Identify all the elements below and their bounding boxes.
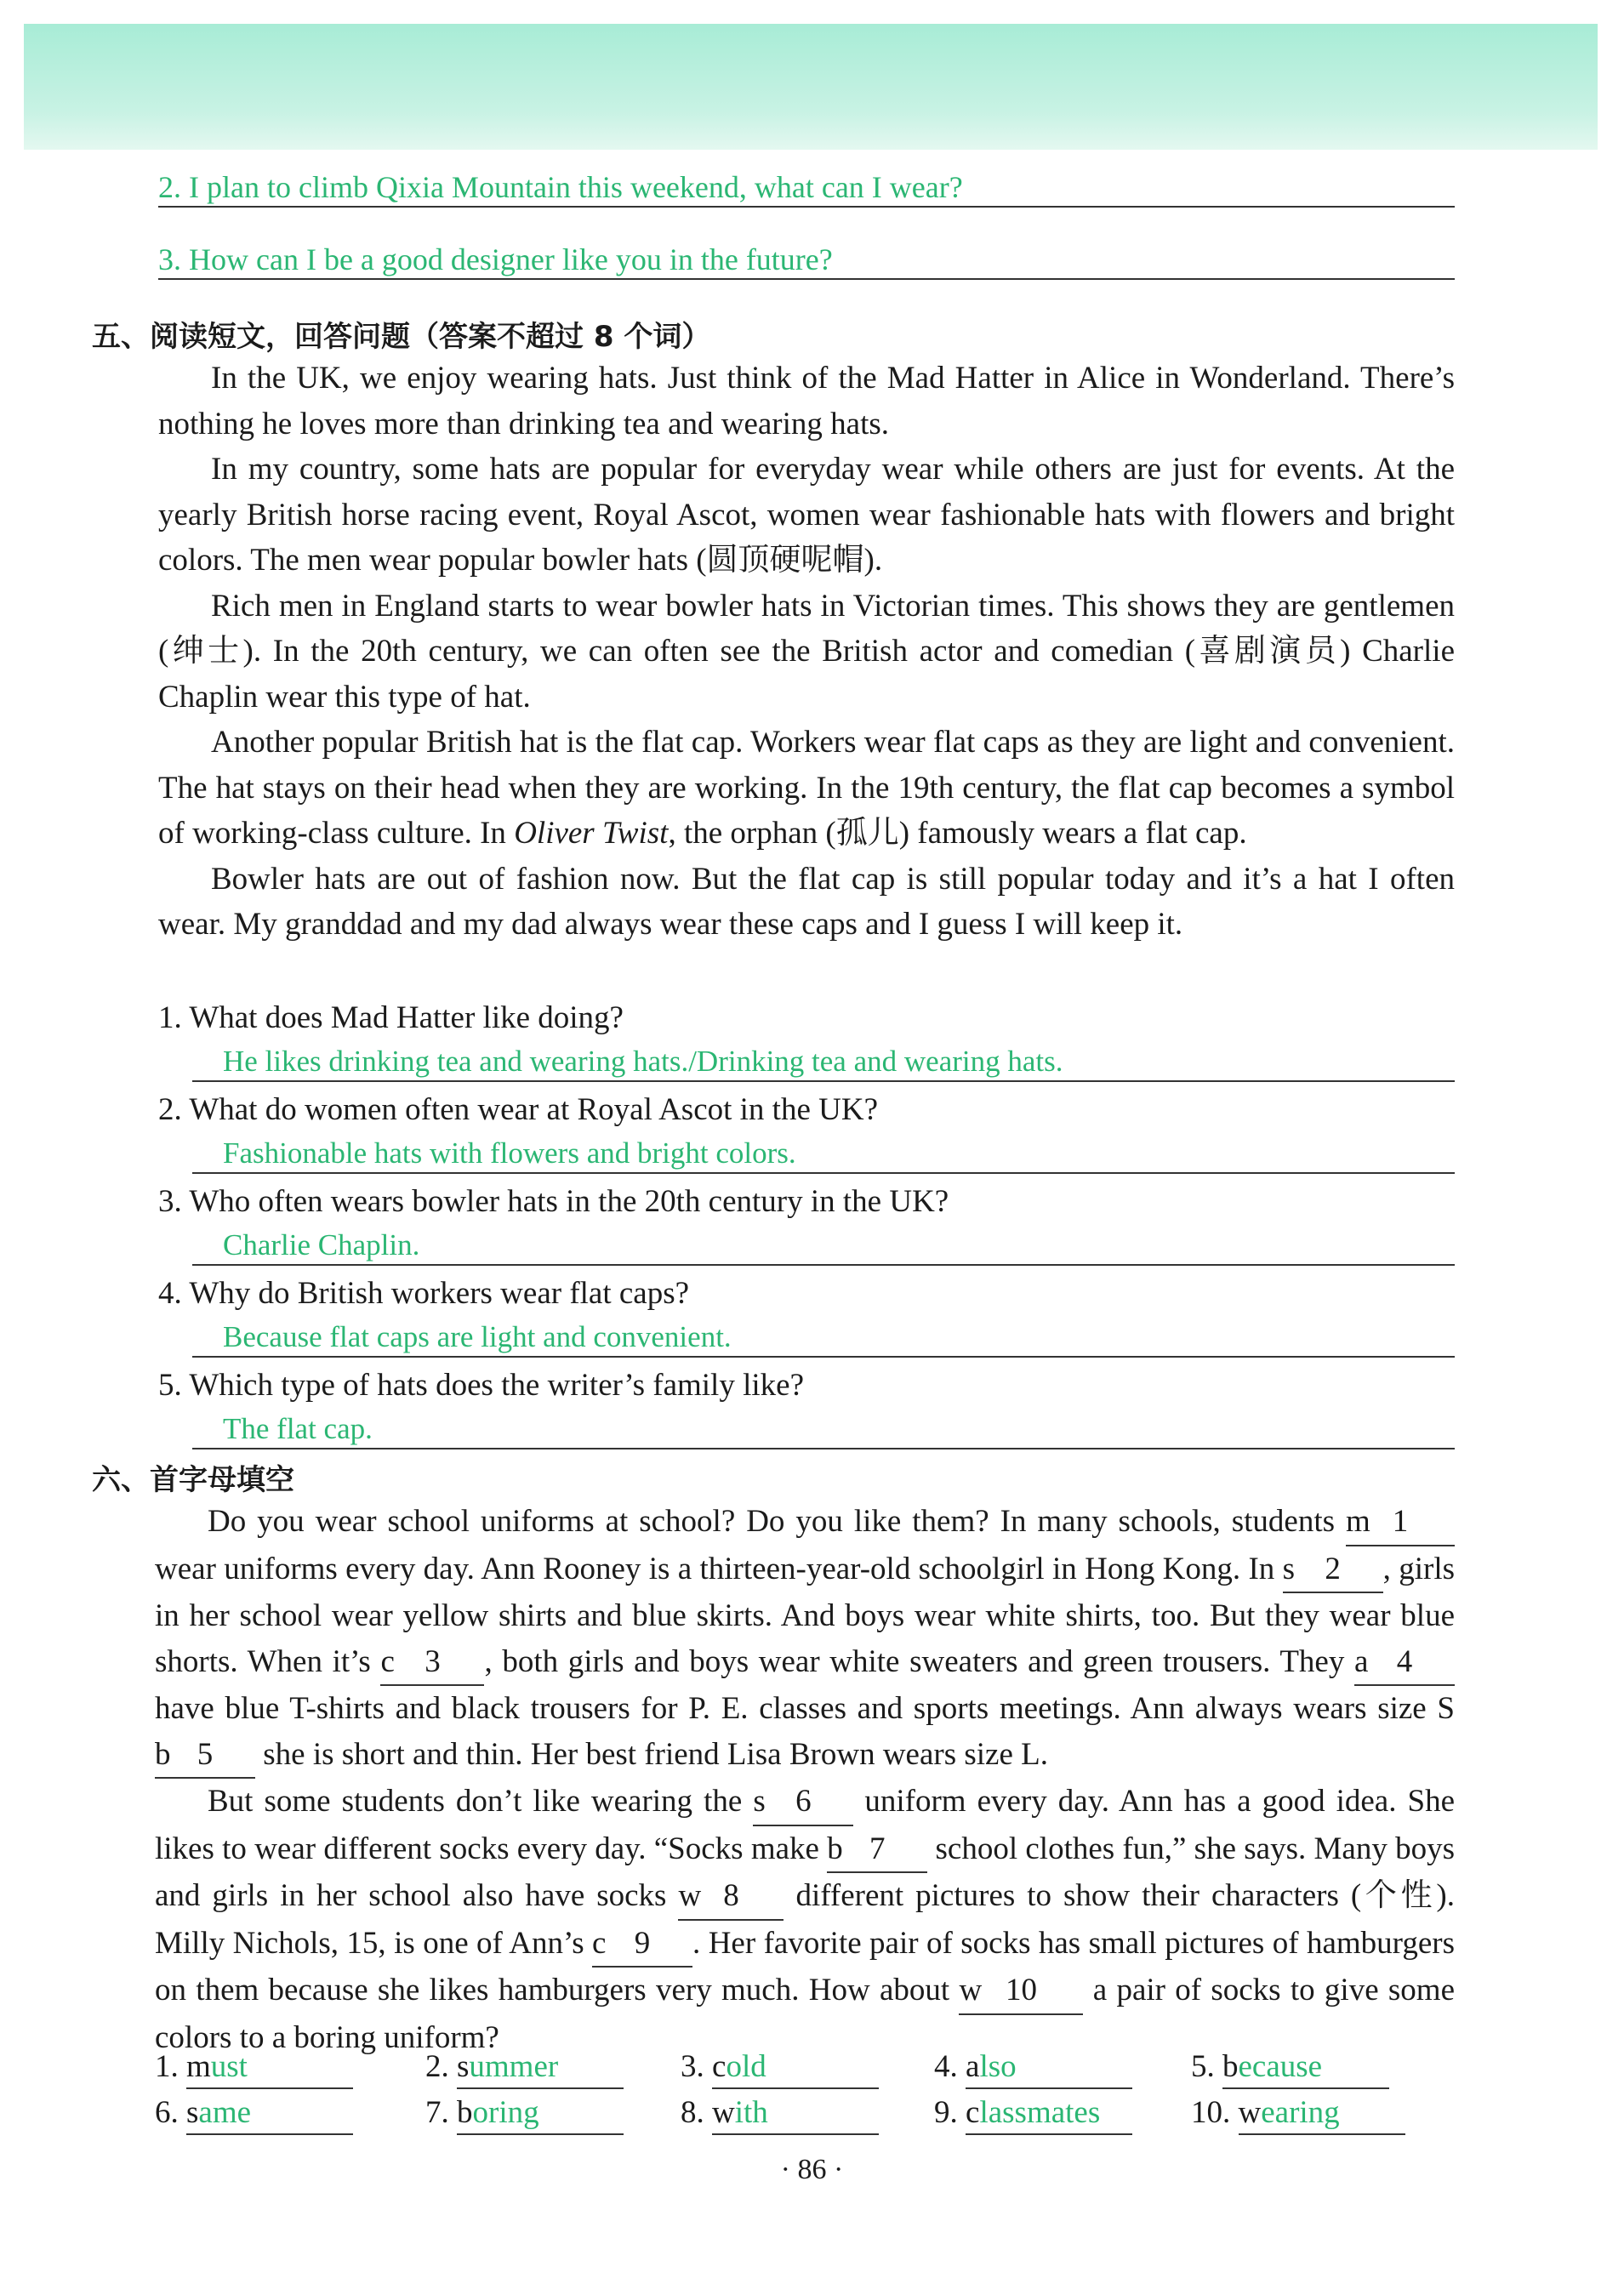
cloze-blank[interactable] xyxy=(959,1968,1083,2015)
answer-number: 10. xyxy=(1191,2095,1239,2130)
question: 3. Who often wears bowler hats in the 20th century in the UK? xyxy=(158,1184,949,1219)
answer-blank[interactable] xyxy=(966,2047,1132,2089)
cloze-text: a pair of socks to give some colors to a boring uniform? xyxy=(155,1973,1456,2055)
passage-text: , the orphan (孤儿) famously wears a flat cap. xyxy=(668,816,1247,851)
answer-rest: lso xyxy=(979,2049,1017,2084)
blank-letter: a xyxy=(1354,1643,1369,1679)
answer-number: 5. xyxy=(1191,2049,1222,2084)
answer-blank[interactable] xyxy=(966,2093,1132,2135)
answer-rest: ame xyxy=(198,2095,252,2130)
blank-number: 4 xyxy=(1396,1643,1413,1679)
answer-rest: earing xyxy=(1261,2095,1340,2130)
cloze-text: she is short and thin. Her best friend Lisa Brown wears size L. xyxy=(255,1736,1048,1772)
question: 4. Why do British workers wear flat caps? xyxy=(158,1276,690,1311)
blank-number: 5 xyxy=(197,1736,214,1772)
answer-field[interactable]: Because flat caps are light and convenient. xyxy=(192,1318,1455,1358)
answer-blank[interactable] xyxy=(1239,2093,1405,2135)
answer-number: 2. xyxy=(425,2049,457,2084)
cloze-blank[interactable] xyxy=(678,1873,784,1921)
blank-letter: m xyxy=(1346,1504,1370,1539)
answer-blank[interactable] xyxy=(186,2047,353,2089)
question: 1. What does Mad Hatter like doing? xyxy=(158,1000,624,1035)
blank-letter: b xyxy=(827,1831,843,1866)
answer-field[interactable]: Fashionable hats with flowers and bright colors. xyxy=(192,1135,1455,1174)
answer-number: 4. xyxy=(934,2049,966,2084)
cloze-answer xyxy=(681,2047,879,2089)
cloze-answer xyxy=(1191,2093,1405,2135)
blank-number: 9 xyxy=(634,1925,651,1961)
reading-passage xyxy=(158,356,1455,948)
answer-blank[interactable] xyxy=(457,2047,624,2089)
answer-number: 8. xyxy=(681,2095,712,2130)
cloze-answer xyxy=(934,2093,1132,2135)
answer-rest: oring xyxy=(472,2095,539,2130)
blank-number: 1 xyxy=(1392,1504,1409,1539)
answer-rest: ecause xyxy=(1238,2049,1323,2084)
blank-number: 10 xyxy=(1005,1973,1037,2007)
cloze-text: have blue T-shirts and black trousers for P. E. classes and sports meetings. Ann always wears size S xyxy=(155,1691,1455,1726)
cloze-answer xyxy=(1191,2047,1389,2089)
cloze-text: school clothes fun,” she says. Many boys and girls in her school also have socks xyxy=(155,1831,1455,1913)
answer-blank[interactable] xyxy=(712,2093,879,2135)
cloze-text: Do you wear school uniforms at school? Do you like them? In many schools, students xyxy=(208,1504,1346,1539)
cloze-blank[interactable] xyxy=(1346,1499,1455,1546)
answer-blank[interactable] xyxy=(712,2047,879,2089)
cloze-blank[interactable] xyxy=(155,1732,255,1780)
answer-blank[interactable] xyxy=(186,2093,353,2135)
answer-letter: m xyxy=(186,2049,211,2084)
cloze-text: different pictures to show their characters (个性). Milly Nichols, 15, is one of Ann’s xyxy=(155,1878,1455,1961)
book-title: Oliver Twist xyxy=(514,816,669,851)
answer-letter: a xyxy=(966,2049,980,2084)
answer-field[interactable]: Charlie Chaplin. xyxy=(192,1227,1455,1266)
passage-text: Another popular British hat is the flat cap. Workers wear flat caps as they are light and convenient. The hat stays on their head when they are working. In the 19th century, the flat cap becomes a symbol of working-class culture. In xyxy=(158,725,1455,851)
answer-number: 7. xyxy=(425,2095,457,2130)
blank-letter: s xyxy=(1282,1551,1296,1586)
cloze-blank[interactable] xyxy=(827,1826,927,1874)
answer-letter: w xyxy=(712,2095,735,2130)
cloze-blank[interactable] xyxy=(592,1921,692,1968)
answer-letter: c xyxy=(966,2095,980,2130)
cloze-text: wear uniforms every day. Ann Rooney is a thirteen-year-old schoolgirl in Hong Kong. In xyxy=(155,1551,1283,1586)
question: 5. Which type of hats does the writer’s family like? xyxy=(158,1368,804,1403)
header-band xyxy=(24,24,1598,150)
answer-letter: c xyxy=(712,2049,727,2084)
answer-letter: s xyxy=(457,2049,470,2084)
cloze-blank[interactable] xyxy=(753,1779,853,1826)
blank-number: 6 xyxy=(795,1784,812,1819)
cloze-paragraph xyxy=(155,1499,1455,1779)
cloze-blank[interactable] xyxy=(1283,1546,1383,1594)
cloze-answer xyxy=(681,2093,879,2135)
cloze-answer xyxy=(934,2047,1132,2089)
cloze-answer xyxy=(425,2047,624,2089)
answer-letter: b xyxy=(457,2095,473,2130)
answer-letter: w xyxy=(1238,2095,1262,2130)
cloze-text: , both girls and boys wear white sweaters and green trousers. They xyxy=(484,1643,1354,1679)
answer-rest: ummer xyxy=(469,2049,559,2084)
blank-number: 3 xyxy=(425,1643,441,1679)
blank-number: 2 xyxy=(1325,1551,1341,1586)
passage-paragraph: In the UK, we enjoy wearing hats. Just think of the Mad Hatter in Alice in Wonderland. There’s nothing he loves more than drinking tea and wearing hats. xyxy=(158,361,1455,441)
section-6-title: 六、首字母填空 xyxy=(92,1463,294,1497)
blank-number: 7 xyxy=(869,1831,886,1866)
blank-number: 8 xyxy=(723,1878,739,1913)
blank-letter: s xyxy=(753,1784,766,1819)
question: 2. What do women often wear at Royal Ascot in the UK? xyxy=(158,1092,878,1127)
answer-field[interactable]: He likes drinking tea and wearing hats./Drinking tea and wearing hats. xyxy=(192,1043,1455,1082)
cloze-answer xyxy=(155,2047,353,2089)
answer-letter: b xyxy=(1222,2049,1239,2084)
answer-rest: lassmates xyxy=(979,2095,1101,2130)
cloze-passage xyxy=(155,1499,1455,2060)
answer-rest: ust xyxy=(210,2049,248,2084)
section-5-title: 五、阅读短文，回答问题（答案不超过 8 个词） xyxy=(92,320,711,354)
passage-paragraph: In my country, some hats are popular for everyday wear while others are just for events. At the yearly British horse racing event, Royal Ascot, women wear fashionable hats with flowers and bright colors. The men wear popular bowler hats (圆顶硬呢帽). xyxy=(158,452,1455,578)
blank-letter: w xyxy=(959,1973,983,2007)
prev-answer-3: 3. How can I be a good designer like you in the future? xyxy=(158,241,1455,280)
cloze-text: uniform every day. Ann has a good idea. She likes to wear different socks every day. “Socks make xyxy=(155,1784,1456,1866)
passage-paragraph xyxy=(158,720,1455,857)
answer-field[interactable]: The flat cap. xyxy=(192,1410,1455,1449)
cloze-blank[interactable] xyxy=(380,1639,484,1687)
answer-blank[interactable] xyxy=(1222,2047,1389,2089)
cloze-answer xyxy=(425,2093,624,2135)
answer-number: 1. xyxy=(155,2049,186,2084)
blank-letter: c xyxy=(592,1925,607,1961)
passage-paragraph: Bowler hats are out of fashion now. But the flat cap is still popular today and it’s a hat I often wear. My granddad and my dad always wear these caps and I guess I will keep it. xyxy=(158,861,1455,942)
page-number: · 86 · xyxy=(780,2154,844,2185)
cloze-blank[interactable] xyxy=(1354,1639,1455,1687)
answer-blank[interactable] xyxy=(457,2093,624,2135)
cloze-text: , girls in her school wear yellow shirts and blue skirts. And boys wear white shirts, too. But they wear blue shorts. When it’s xyxy=(155,1551,1456,1679)
answer-number: 3. xyxy=(681,2049,712,2084)
cloze-text: But some students don’t like wearing the xyxy=(208,1784,754,1819)
passage-paragraph: Rich men in England starts to wear bowler hats in Victorian times. This shows they are gentlemen (绅士). In the 20th century, we can often see the British actor and comedian (喜剧演员) Charlie Chaplin wear this type of hat. xyxy=(158,588,1455,715)
answer-number: 9. xyxy=(934,2095,966,2130)
cloze-text: . Her favorite pair of socks has small pictures of hamburgers on them because she likes hamburgers very much. How about xyxy=(155,1925,1455,2007)
cloze-answer xyxy=(155,2093,353,2135)
answer-letter: s xyxy=(186,2095,199,2130)
answer-rest: old xyxy=(726,2049,766,2084)
answer-rest: ith xyxy=(734,2095,768,2130)
blank-letter: b xyxy=(155,1736,171,1772)
blank-letter: w xyxy=(678,1878,702,1913)
answer-number: 6. xyxy=(155,2095,186,2130)
prev-answer-2: 2. I plan to climb Qixia Mountain this weekend, what can I wear? xyxy=(158,168,1455,208)
cloze-paragraph xyxy=(155,1779,1455,2060)
blank-letter: c xyxy=(380,1643,395,1679)
